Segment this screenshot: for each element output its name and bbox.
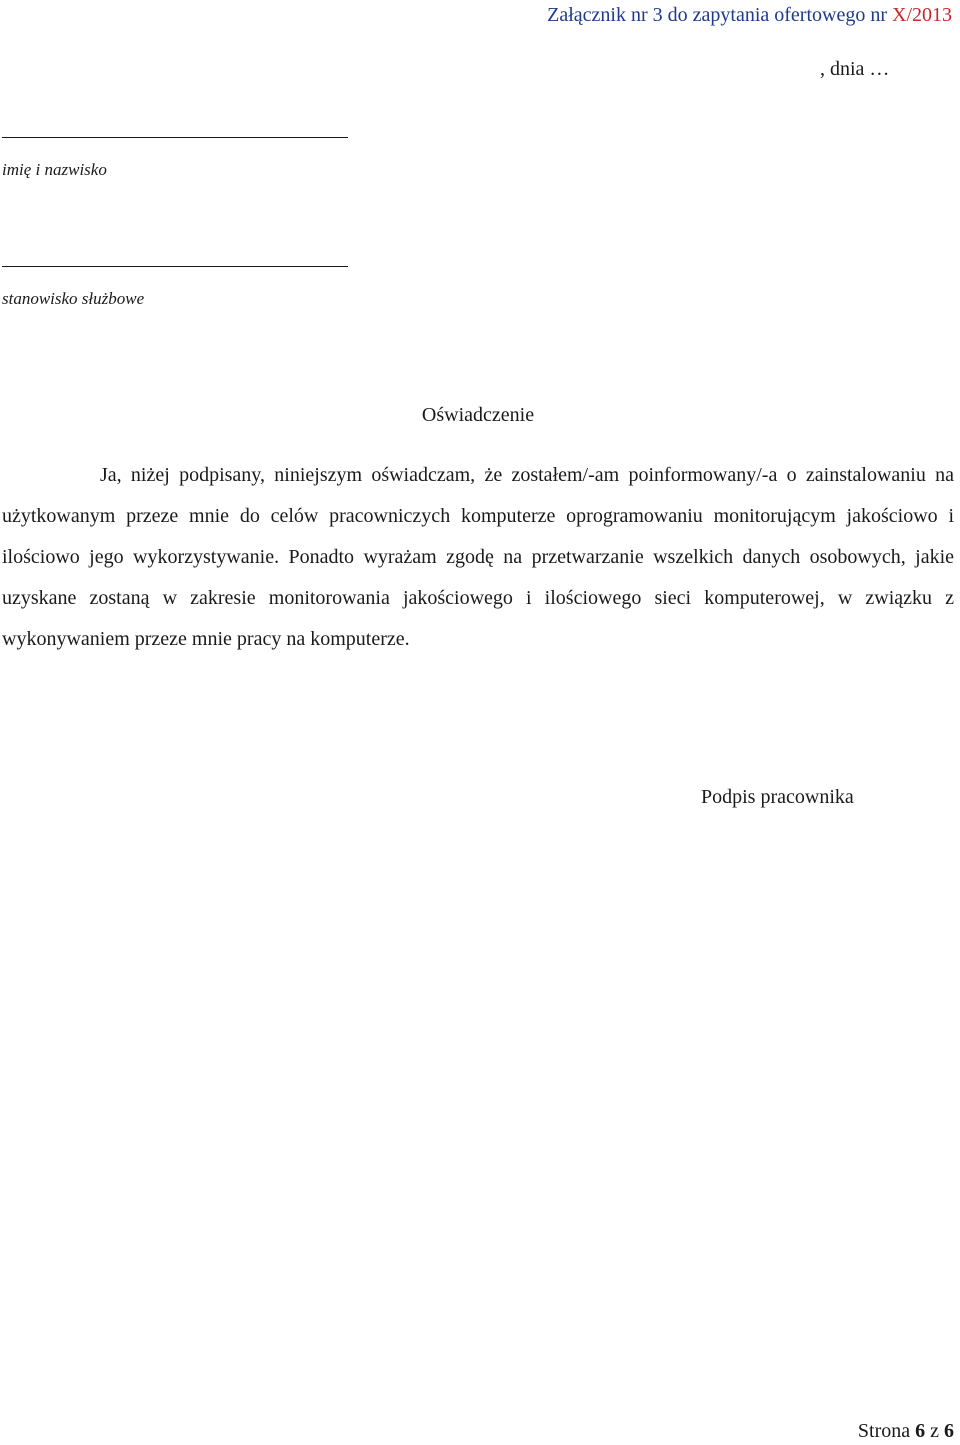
page-footer (858, 1420, 954, 1443)
declaration-body: Ja, niżej podpisany, niniejszym oświadczam, że zostałem/-am poinformowany/-a o zainstalowaniu na użytkowanym przeze mnie do celów pracowniczych komputerze oprogramowaniu monitorującym jakościowo i ilościowo jego wykorzystywanie. Ponadto wyrażam zgodę na przetwarzanie wszelkich danych osobowych, jakie uzyskane zostaną w zakresie monitorowania jakościowego i ilościowego sieci komputerowej, w związku z wykonywaniem przeze mnie pracy na komputerze. (2, 464, 954, 650)
total-pages-number: 6 (944, 1420, 954, 1442)
current-page-number: 6 (915, 1420, 926, 1442)
name-signature-line (2, 137, 348, 138)
position-signature-line (2, 266, 348, 267)
date-line: , dnia … (820, 58, 890, 80)
name-field-label: imię i nazwisko (2, 160, 107, 179)
header-reference-number: X/2013 (892, 4, 952, 26)
position-field-label: stanowisko służbowe (2, 289, 145, 308)
document-header (547, 4, 952, 27)
of-word: z (930, 1420, 939, 1442)
page-word: Strona (857, 1420, 911, 1442)
employee-signature-label: Podpis pracownika (701, 786, 854, 808)
document-title: Oświadczenie (421, 404, 535, 426)
header-text: Załącznik nr 3 do zapytania ofertowego nr (547, 4, 892, 26)
